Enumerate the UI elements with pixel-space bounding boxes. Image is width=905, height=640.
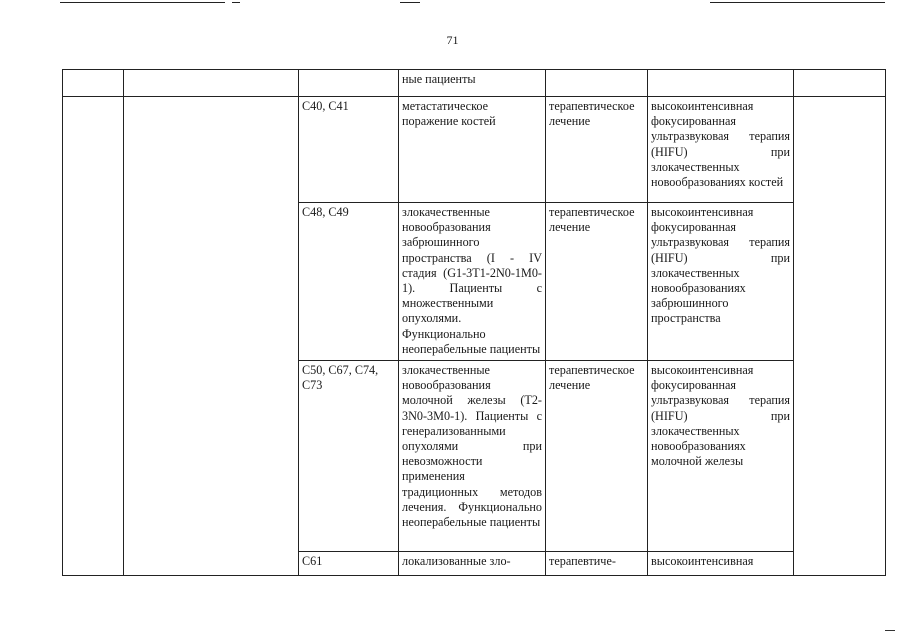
table-cell (546, 70, 648, 97)
scan-artifact-line (400, 2, 420, 3)
norm-cell (794, 97, 886, 576)
treatment-type-cell: терапевтическое лечение (546, 97, 648, 203)
table-cell (299, 70, 399, 97)
number-cell (63, 97, 124, 576)
icd-codes-cell: C50, C67, C74, C73 (299, 361, 399, 552)
diagnosis-cell: метастатическое поражение костей (399, 97, 546, 203)
treatment-type-cell: терапевтиче- (546, 552, 648, 576)
diagnosis-cell: злокачественные новообразования молочной железы (T2-3N0-3M0-1). Пациенты с генерализованными опухолями при невозможности применения традиционных методов лечения. Функционально неоперабельные пациенты (399, 361, 546, 552)
diagnosis-cell: локализованные зло- (399, 552, 546, 576)
scan-artifact-line (60, 2, 225, 3)
scan-artifact-mark (885, 630, 895, 631)
treatment-method-cell: высокоинтенсивная (648, 552, 794, 576)
scan-artifact-line (710, 2, 885, 3)
table-row (63, 97, 886, 203)
treatment-method-cell: высокоинтенсивная фокусированная ультразвуковая терапия (HIFU) при злокачественных новообразованиях молочной железы (648, 361, 794, 552)
table-cell (63, 70, 124, 97)
table-cell (794, 70, 886, 97)
page-number: 71 (446, 33, 459, 47)
diagnosis-cell: злокачественные новообразования забрюшинного пространства (I - IV стадия (G1-3T1-2N0-1M0-1). Пациенты с множественными опухолями. Функционально неоперабельные пациенты (399, 203, 546, 361)
icd-codes-cell: C40, C41 (299, 97, 399, 203)
treatment-method-cell: высокоинтенсивная фокусированная ультразвуковая терапия (HIFU) при злокачественных новообразованиях забрюшинного пространства (648, 203, 794, 361)
table-row (63, 70, 886, 97)
table-cell (648, 70, 794, 97)
profile-cell (124, 97, 299, 576)
medical-care-table (62, 69, 886, 576)
icd-codes-cell: C48, C49 (299, 203, 399, 361)
treatment-type-cell: терапевтическое лечение (546, 203, 648, 361)
table-cell (124, 70, 299, 97)
treatment-type-cell: терапевтическое лечение (546, 361, 648, 552)
treatment-method-cell: высокоинтенсивная фокусированная ультразвуковая терапия (HIFU) при злокачественных новообразованиях костей (648, 97, 794, 203)
scan-artifact-line (232, 2, 240, 3)
icd-codes-cell: C61 (299, 552, 399, 576)
diagnosis-cell: ные пациенты (399, 70, 546, 97)
